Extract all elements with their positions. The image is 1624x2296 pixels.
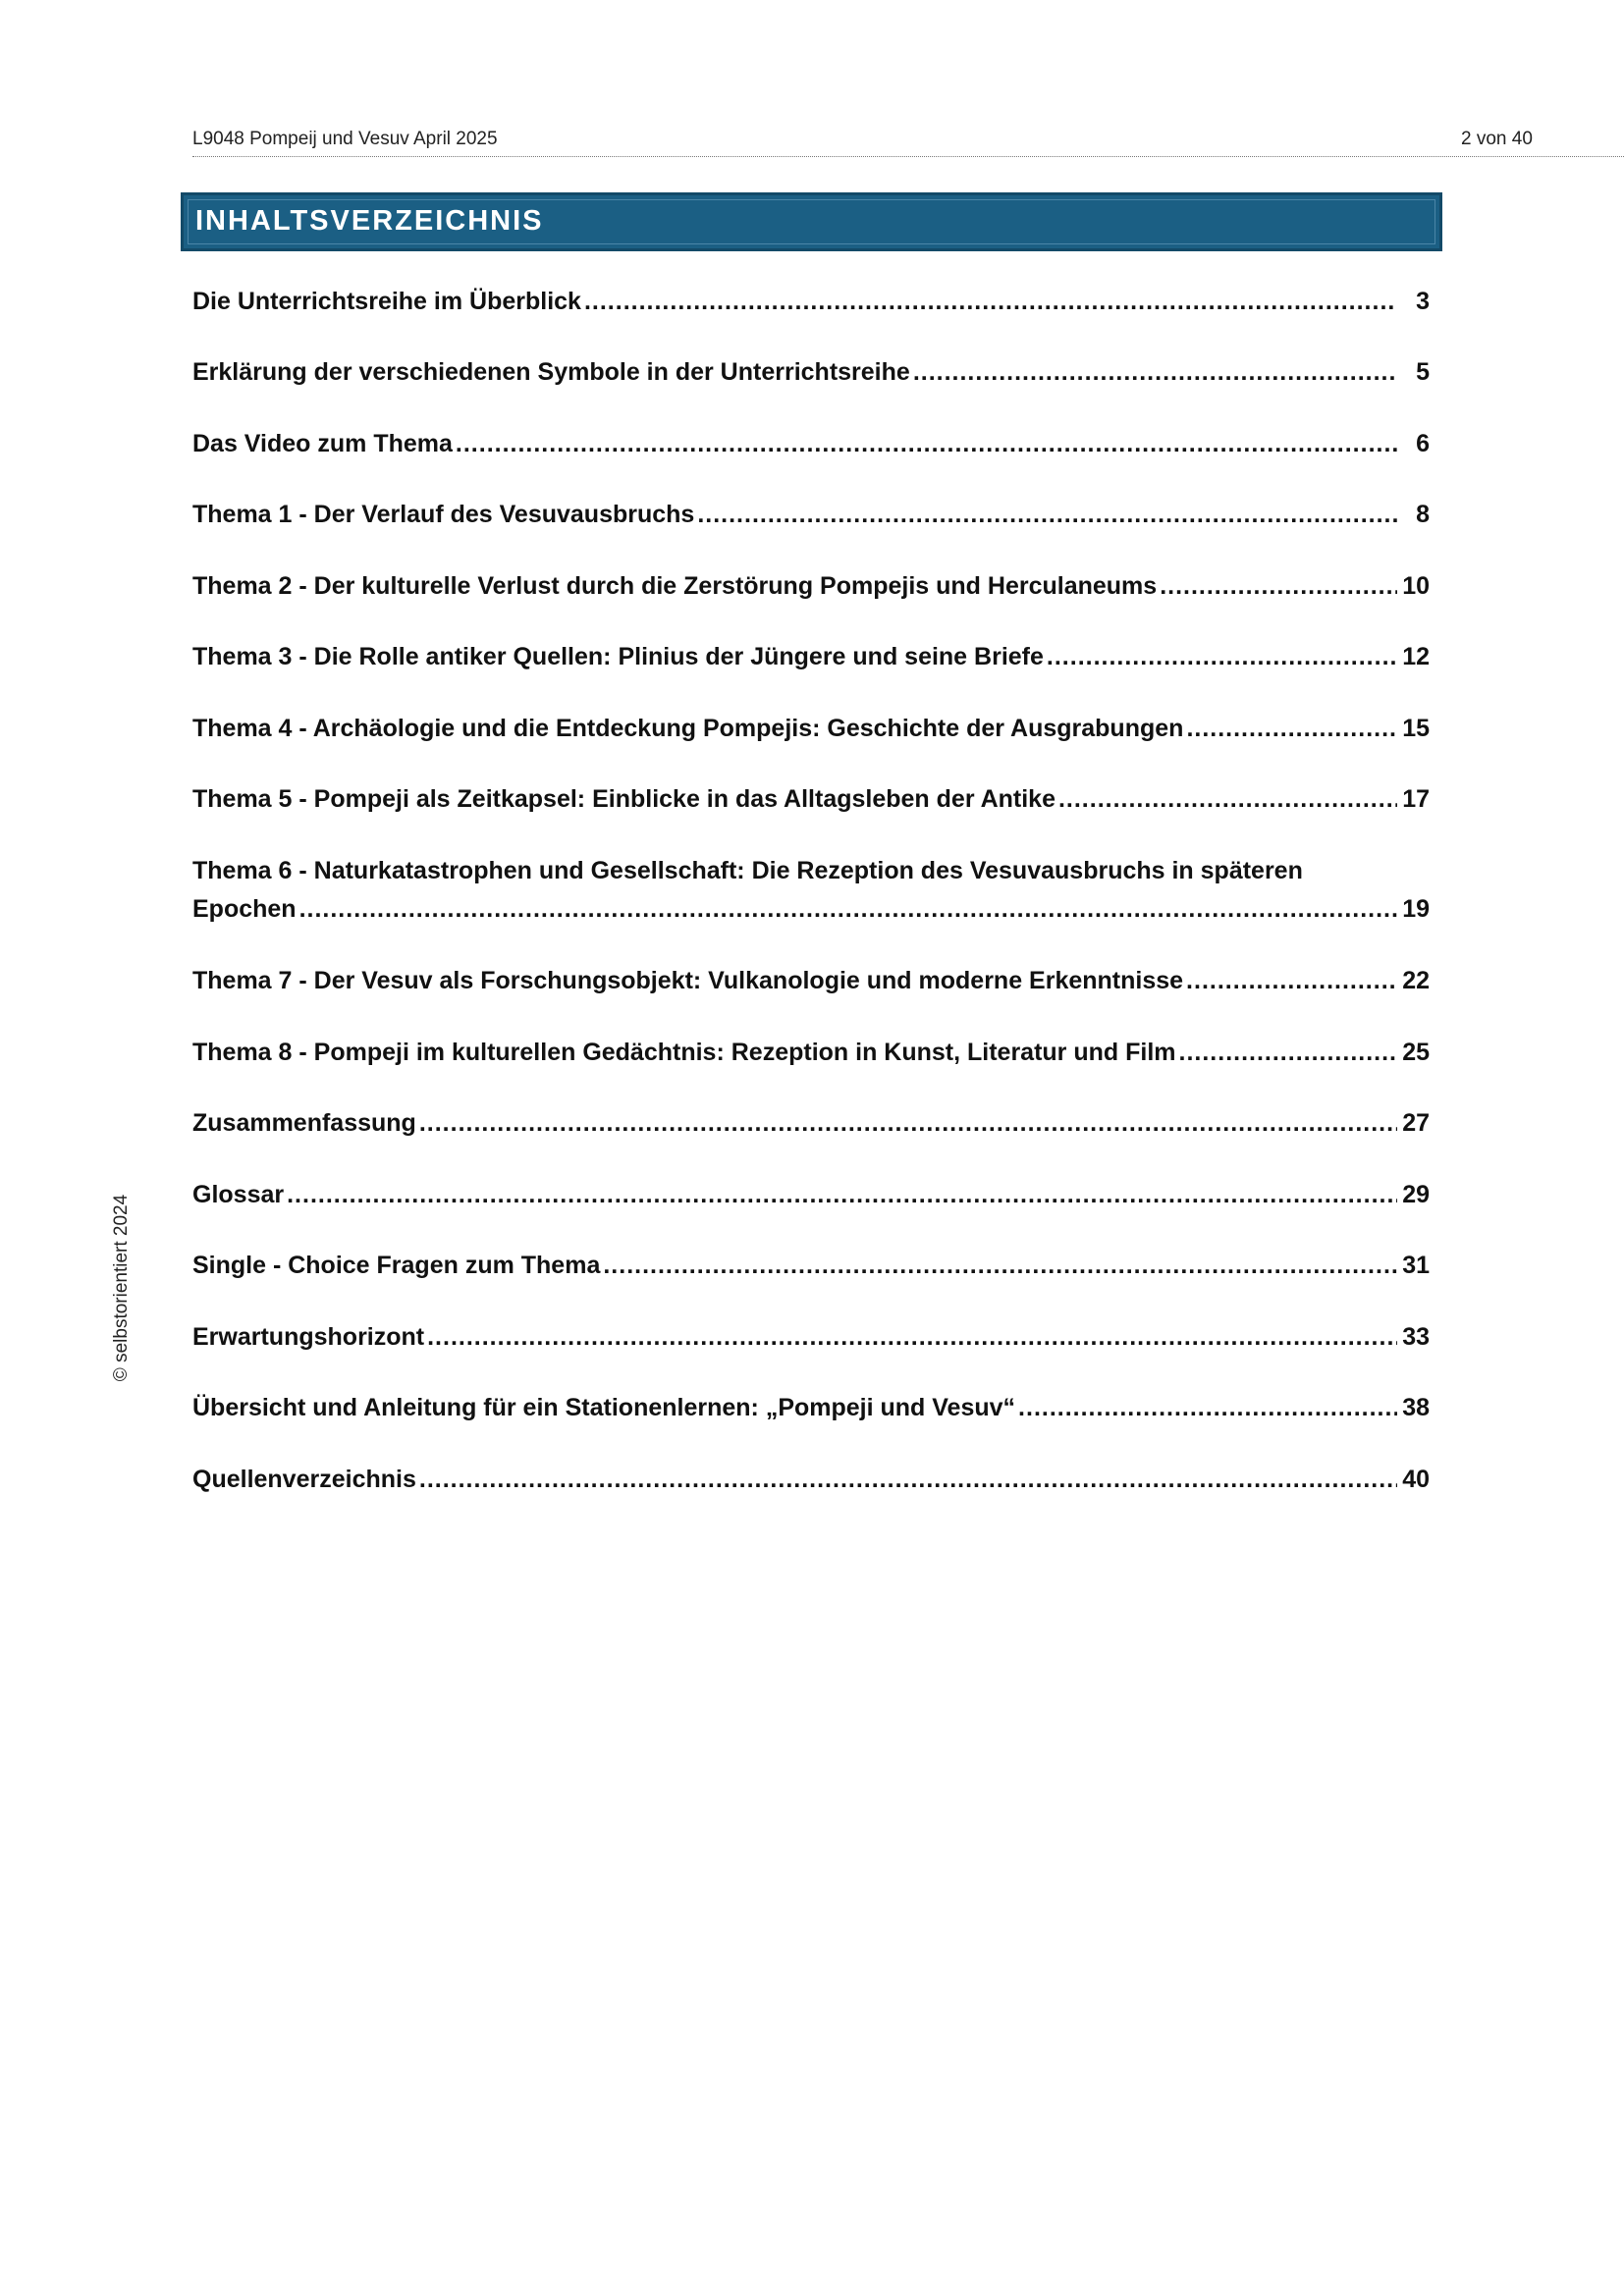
toc-leader-dots <box>913 353 1397 392</box>
toc-entry-page: 29 <box>1402 1181 1430 1208</box>
toc-entry-title: Zusammenfassung <box>192 1109 416 1137</box>
toc-entry-page: 38 <box>1402 1394 1430 1421</box>
toc-entry-title: Glossar <box>192 1181 285 1208</box>
toc-entry-page: 22 <box>1402 967 1430 994</box>
toc-entry-page: 31 <box>1402 1252 1430 1279</box>
toc-entry-title: Erklärung der verschiedenen Symbole in der Unterrichtsreihe <box>192 358 910 386</box>
toc-entry-page: 40 <box>1402 1466 1430 1493</box>
toc-leader-dots <box>427 1318 1397 1357</box>
toc-entry-page: 33 <box>1402 1323 1430 1351</box>
toc-heading: INHALTSVERZEICHNIS <box>195 205 544 237</box>
toc-leader-dots <box>287 1176 1397 1214</box>
toc-entry[interactable] <box>192 1461 1430 1499</box>
toc-leader-dots <box>1058 780 1397 819</box>
toc-entry-title: Thema 2 - Der kulturelle Verlust durch die Zerstörung Pompejis und Herculaneums <box>192 572 1158 600</box>
toc-entry[interactable] <box>192 638 1430 676</box>
toc-entry-page: 6 <box>1416 430 1430 457</box>
document-label: L9048 Pompeij und Vesuv April 2025 <box>192 129 498 149</box>
toc-leader-dots <box>603 1247 1397 1285</box>
toc-leader-dots <box>1186 962 1397 1000</box>
toc-entry-page: 19 <box>1402 895 1430 923</box>
toc-entry[interactable] <box>192 567 1430 606</box>
toc-entry-title: Thema 1 - Der Verlauf des Vesuvausbruchs <box>192 501 695 528</box>
toc-entry-page: 10 <box>1402 572 1430 600</box>
toc-entry-page: 12 <box>1402 643 1430 670</box>
page-number: 2 von 40 <box>1461 129 1533 149</box>
toc-entry-page: 15 <box>1402 715 1430 742</box>
toc-leader-dots <box>697 496 1397 534</box>
toc-entry[interactable] <box>192 1247 1430 1285</box>
toc-entry[interactable] <box>192 283 1430 321</box>
toc-entry-title: Erwartungshorizont <box>192 1323 425 1351</box>
toc-entry[interactable] <box>192 353 1430 392</box>
toc-entry[interactable] <box>192 1318 1430 1357</box>
toc-entry-title: Thema 7 - Der Vesuv als Forschungsobjekt: Vulkanologie und moderne Erkenntnisse <box>192 967 1184 994</box>
toc-entry[interactable] <box>192 1104 1430 1143</box>
toc-leader-dots <box>1179 1034 1397 1072</box>
toc-heading-bar <box>181 192 1442 251</box>
toc-entry-title: Thema 8 - Pompeji im kulturellen Gedächtnis: Rezeption in Kunst, Literatur und Film <box>192 1039 1176 1066</box>
toc-entry[interactable] <box>192 496 1430 534</box>
toc-entry-page: 25 <box>1402 1039 1430 1066</box>
toc-entry-page: 8 <box>1416 501 1430 528</box>
toc-entry-title: Thema 3 - Die Rolle antiker Quellen: Plinius der Jüngere und seine Briefe <box>192 643 1044 670</box>
toc-entry[interactable] <box>192 1389 1430 1427</box>
toc-entry-title: Das Video zum Thema <box>192 430 453 457</box>
toc-leader-dots <box>1018 1389 1397 1427</box>
toc-entry-title: Thema 5 - Pompeji als Zeitkapsel: Einblicke in das Alltagsleben der Antike <box>192 785 1056 813</box>
page-header <box>192 129 1624 157</box>
toc-entry[interactable] <box>192 710 1430 748</box>
toc-entry-title-line1: Thema 6 - Naturkatastrophen und Gesellschaft: Die Rezeption des Vesuvausbruchs in späteren <box>192 857 1303 884</box>
toc-entry[interactable] <box>192 780 1430 819</box>
toc-entry-title: Epochen <box>192 895 297 923</box>
toc-entry-title: Thema 4 - Archäologie und die Entdeckung Pompejis: Geschichte der Ausgrabungen <box>192 715 1184 742</box>
toc-leader-dots <box>299 890 1397 929</box>
toc-entry-title: Übersicht und Anleitung für ein Stationenlernen: „Pompeji und Vesuv“ <box>192 1394 1016 1421</box>
toc-leader-dots <box>419 1461 1397 1499</box>
toc-entry-title: Die Unterrichtsreihe im Überblick <box>192 288 581 315</box>
toc-leader-dots <box>456 425 1397 463</box>
toc-leader-dots <box>584 283 1397 321</box>
toc-entry[interactable] <box>192 425 1430 463</box>
copyright-note: © selbstorientiert 2024 <box>111 1194 132 1382</box>
toc-entry[interactable] <box>192 852 1430 929</box>
toc-entry-page: 27 <box>1402 1109 1430 1137</box>
toc-entry-title: Quellenverzeichnis <box>192 1466 416 1493</box>
toc-entry[interactable] <box>192 1176 1430 1214</box>
toc-entry-page: 5 <box>1416 358 1430 386</box>
toc-entry[interactable] <box>192 962 1430 1000</box>
toc-leader-dots <box>1047 638 1397 676</box>
toc-entry-page: 17 <box>1402 785 1430 813</box>
toc-entry-page: 3 <box>1416 288 1430 315</box>
toc-entry-title: Single - Choice Fragen zum Thema <box>192 1252 601 1279</box>
toc-leader-dots <box>1186 710 1397 748</box>
toc-leader-dots <box>1160 567 1397 606</box>
toc-entry[interactable] <box>192 1034 1430 1072</box>
toc-leader-dots <box>419 1104 1397 1143</box>
